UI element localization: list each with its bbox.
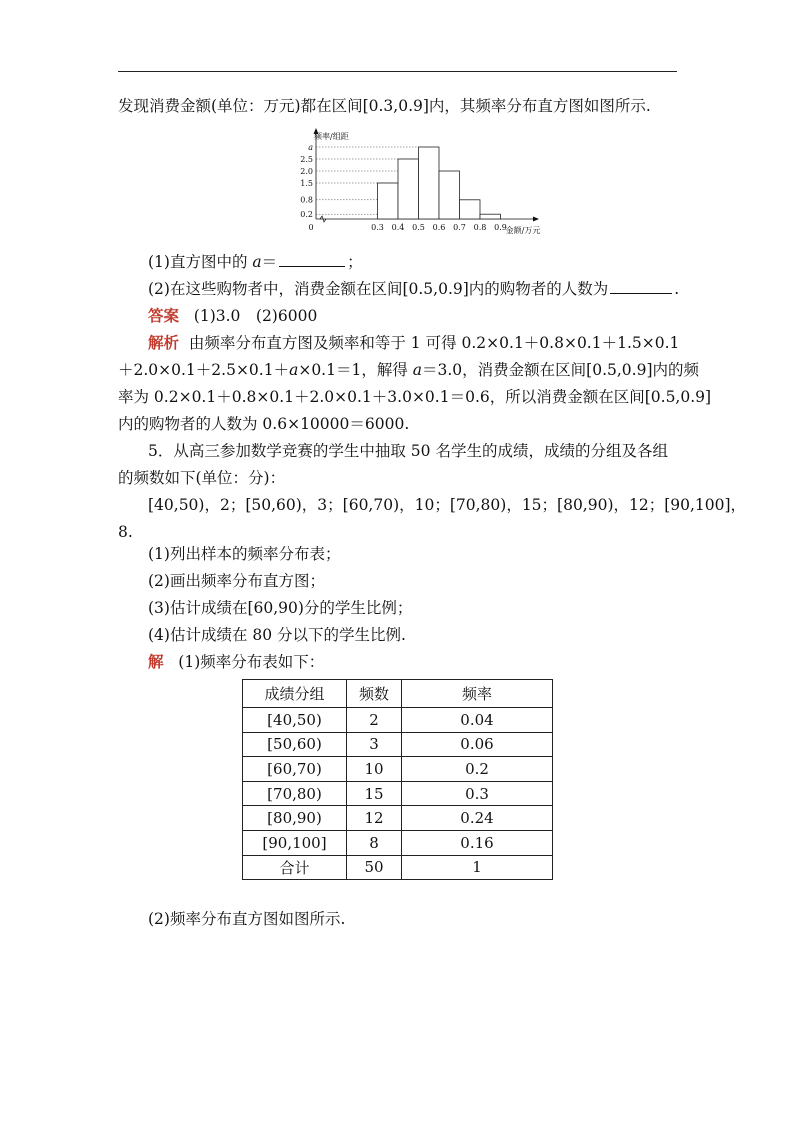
problem-5-item-3: (3)估计成绩在[60,90)分的学生比例； (148, 599, 413, 617)
solution-line (148, 652, 678, 672)
analysis-text-1: 由频率分布直方图及频率和等于 1 可得 0.2×0.1＋0.8×0.1＋1.5×0.1 (188, 334, 680, 352)
histogram-bar (378, 183, 399, 219)
question-1-prefix: (1)直方图中的 (148, 253, 253, 271)
histogram-bar (419, 147, 440, 219)
cell-frequency: 0.24 (402, 806, 553, 831)
x-tick-label: 0.5 (412, 223, 425, 232)
table-header-row (243, 680, 553, 708)
table-row (243, 781, 553, 806)
cell-count: 8 (347, 830, 402, 855)
intro-line: 发现消费金额(单位：万元)都在区间[0.3,0.9]内，其频率分布直方图如图所示. (118, 97, 651, 115)
analysis-text-2a: ＋2.0×0.1＋2.5×0.1＋ (118, 361, 290, 379)
cell-group: [40,50) (243, 708, 347, 733)
analysis-text-2c: ＝3.0，消费金额在区间[0.5,0.9]内的频 (422, 361, 699, 379)
y-tick-label: 1.5 (300, 178, 313, 188)
header-count: 频数 (347, 680, 402, 708)
y-tick-label: 0.8 (300, 195, 313, 205)
cell-count: 15 (347, 781, 402, 806)
cell-count: 12 (347, 806, 402, 831)
analysis-line-3: 率为 0.2×0.1＋0.8×0.1＋2.0×0.1＋3.0×0.1＝0.6，所以消费金额在区间[0.5,0.9] (118, 388, 712, 406)
x-axis-title: 金额/万元 (505, 226, 541, 235)
x-tick-label: 0.4 (391, 223, 405, 232)
problem-5-item-1: (1)列出样本的频率分布表； (148, 545, 341, 563)
x-axis-arrow (533, 217, 539, 222)
problem-5-line-4: 8. (118, 523, 133, 541)
answer-blank-2[interactable] (610, 279, 672, 294)
cell-count: 10 (347, 757, 402, 782)
cell-count: 2 (347, 708, 402, 733)
question-1 (148, 252, 678, 272)
question-1-end: ； (347, 253, 363, 271)
y-tick-label: 2.5 (300, 154, 313, 164)
histogram-bar (398, 159, 419, 219)
x-tick-label: 0.8 (473, 223, 487, 232)
frequency-table (242, 679, 553, 880)
cell-frequency: 0.06 (402, 732, 553, 757)
histogram-bar (460, 200, 481, 219)
solution-text: (1)频率分布表如下： (178, 653, 325, 671)
analysis-line-1 (148, 333, 678, 353)
x-tick-label: 0.3 (371, 223, 384, 232)
problem-5-item-4: (4)估计成绩在 80 分以下的学生比例. (148, 626, 406, 644)
problem-5-line-1: 5．从高三参加数学竞赛的学生中抽取 50 名学生的成绩，成绩的分组及各组 (148, 442, 668, 460)
cell-frequency: 0.16 (402, 830, 553, 855)
histogram-bar (480, 214, 501, 219)
histogram-bar (439, 171, 460, 219)
answer-label: 答案 (148, 306, 180, 325)
cell-frequency: 1 (402, 855, 553, 880)
cell-group: [90,100] (243, 830, 347, 855)
header-rule (118, 71, 677, 72)
cell-count: 3 (347, 732, 402, 757)
y-tick-label: 0.2 (300, 210, 313, 219)
closing-line: (2)频率分布直方图如图所示. (148, 910, 346, 928)
question-1-var: a (252, 253, 262, 271)
analysis-text-2b: ×0.1＝1，解得 (298, 361, 413, 379)
header-frequency: 频率 (402, 680, 553, 708)
problem-5-line-2: 的频数如下(单位：分)： (118, 469, 286, 487)
histogram-chart (286, 126, 541, 242)
problem-5-line-3: [40,50)，2；[50,60)，3；[60,70)，10；[70,80)，15；[80,90)，12；[90,100]， (148, 496, 747, 514)
problem-5-item-2: (2)画出频率分布直方图； (148, 572, 325, 590)
analysis-var-a-2: a (412, 361, 423, 379)
cell-count: 50 (347, 855, 402, 880)
y-tick-label: a (308, 142, 313, 152)
table-row (243, 806, 553, 831)
cell-group: [50,60) (243, 732, 347, 757)
answer-blank-1[interactable] (279, 252, 345, 267)
x-tick-label: 0.9 (494, 223, 507, 232)
cell-group: 合计 (243, 855, 347, 880)
origin-label: 0 (308, 223, 314, 232)
histogram-bars (378, 147, 501, 219)
analysis-line-4: 内的购物者的人数为 0.6×10000＝6000. (118, 415, 410, 433)
cell-frequency: 0.04 (402, 708, 553, 733)
cell-group: [60,70) (243, 757, 347, 782)
analysis-line-2 (118, 360, 699, 380)
cell-frequency: 0.2 (402, 757, 553, 782)
analysis-label: 解析 (148, 333, 180, 352)
cell-group: [80,90) (243, 806, 347, 831)
cell-frequency: 0.3 (402, 781, 553, 806)
y-tick-label: 2.0 (300, 166, 313, 176)
table-row (243, 830, 553, 855)
table-total-row (243, 855, 553, 880)
x-tick-label: 0.6 (432, 223, 446, 232)
y-axis-title: 频率/组距 (314, 132, 349, 141)
question-2 (148, 279, 678, 299)
table-row (243, 757, 553, 782)
header-group: 成绩分组 (243, 680, 347, 708)
x-tick-label: 0.7 (453, 223, 466, 232)
answer-line (148, 306, 678, 326)
answer-text: (1)3.0 (2)6000 (193, 307, 318, 325)
question-2-text: (2)在这些购物者中，消费金额在区间[0.5,0.9]内的购物者的人数为 (148, 280, 609, 298)
question-1-eq: ＝ (261, 253, 278, 271)
table-row (243, 708, 553, 733)
solution-label: 解 (148, 652, 164, 671)
analysis-var-a: a (289, 361, 299, 379)
question-2-end: . (674, 280, 680, 298)
table-row (243, 732, 553, 757)
cell-group: [70,80) (243, 781, 347, 806)
